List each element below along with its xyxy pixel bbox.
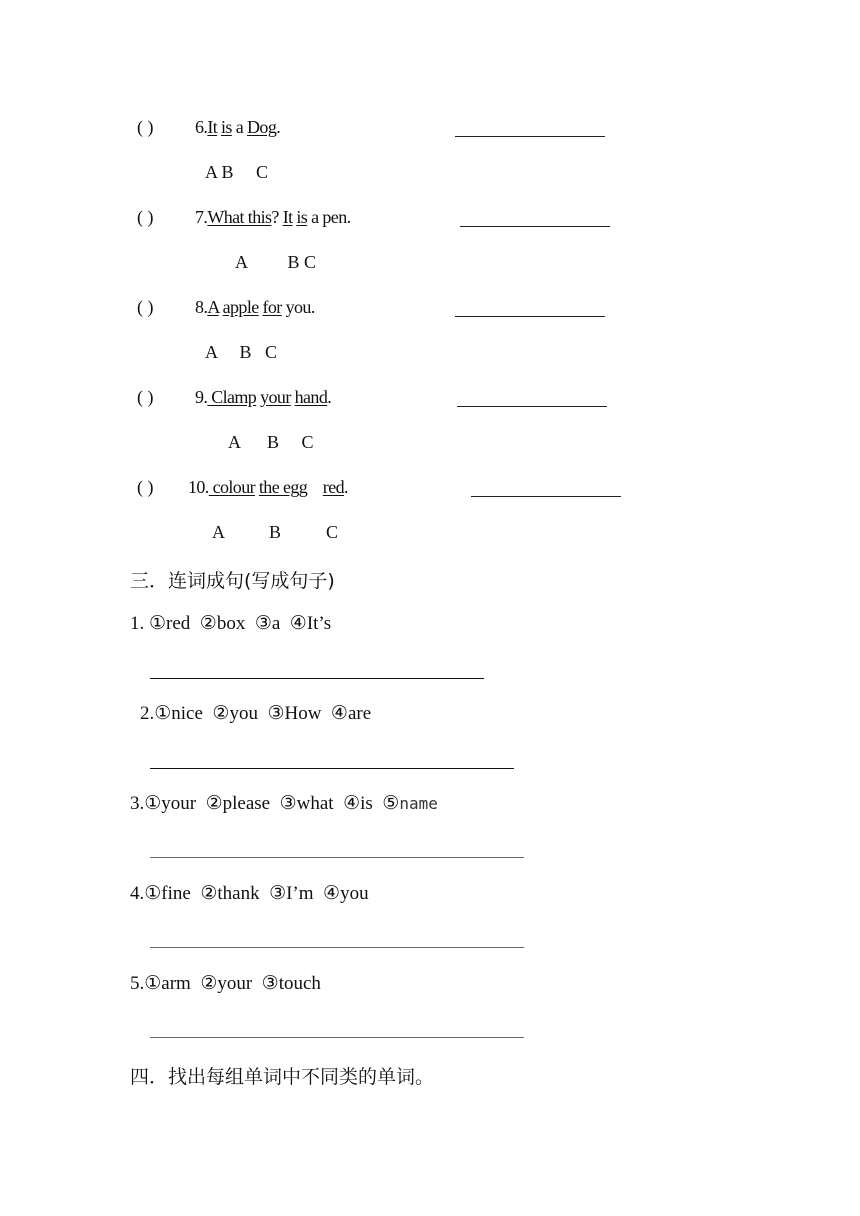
sentence-text: ? [271, 207, 283, 227]
underlined-word: What this [207, 207, 272, 227]
reorder-item-2 [140, 702, 371, 725]
option-letters: A B C [212, 522, 339, 542]
answer-blank[interactable] [455, 136, 605, 137]
sentence-text: . [343, 477, 348, 497]
question-sentence [195, 117, 280, 138]
underlined-word: is [296, 207, 308, 227]
item-words: ①fine ②thank ③I’m ④you [144, 883, 369, 904]
answer-paren: ( ) [137, 117, 154, 137]
item-words: ①arm ②your ③touch [144, 973, 321, 994]
underlined-word: red [322, 477, 344, 497]
answer-blank[interactable] [460, 226, 610, 227]
answer-line-3[interactable] [150, 857, 524, 858]
option-letters: A B C [205, 162, 269, 182]
item-word-mono: name [399, 794, 438, 813]
item-number: 2. [140, 703, 155, 724]
answer-paren: ( ) [137, 477, 154, 497]
question-sentence [195, 387, 331, 408]
item-number: 3. [130, 793, 145, 814]
item-number: 1. [130, 613, 145, 634]
reorder-item-5 [130, 972, 321, 995]
answer-line-5[interactable] [150, 1037, 524, 1038]
option-letters: A B C [235, 252, 317, 272]
item-number: 4. [130, 883, 145, 904]
sentence-text: . [276, 117, 281, 137]
underlined-word: apple [222, 297, 259, 317]
sentence-text [307, 477, 323, 497]
item-words: ①red ②box ③a ④It’s [144, 613, 332, 634]
option-letters: A B C [228, 432, 314, 452]
underlined-word: hand [294, 387, 328, 407]
underlined-word: It [207, 117, 218, 137]
answer-line-2[interactable] [150, 768, 514, 769]
question-number: 8. [195, 297, 208, 317]
underlined-word: is [221, 117, 232, 137]
answer-blank[interactable] [455, 316, 605, 317]
option-letters: A B C [205, 342, 278, 362]
answer-paren: ( ) [137, 207, 154, 227]
question-number: 9. [195, 387, 208, 407]
answer-blank[interactable] [457, 406, 607, 407]
reorder-item-3 [130, 792, 438, 815]
item-words: ①your ②please ③what ④is ⑤ [144, 793, 400, 814]
section-3-title: 三．连词成句(写成句子) [130, 570, 335, 592]
item-words: ①nice ②you ③How ④are [154, 703, 372, 724]
underlined-word: A [207, 297, 219, 317]
reorder-item-4 [130, 882, 369, 905]
section-4-title: 四．找出每组单词中不同类的单词。 [130, 1066, 435, 1088]
item-number: 5. [130, 973, 145, 994]
sentence-text: a [231, 117, 248, 137]
underlined-word: colour [208, 477, 255, 497]
question-sentence [195, 207, 351, 228]
sentence-text: . [327, 387, 332, 407]
underlined-word: the egg [258, 477, 308, 497]
answer-paren: ( ) [137, 297, 154, 317]
answer-line-1[interactable] [150, 678, 484, 679]
sentence-text: you. [281, 297, 315, 317]
underlined-word: It [282, 207, 293, 227]
answer-line-4[interactable] [150, 947, 524, 948]
reorder-item-1 [130, 612, 331, 635]
question-sentence [188, 477, 348, 498]
question-sentence [195, 297, 315, 318]
answer-blank[interactable] [471, 496, 621, 497]
question-number: 7. [195, 207, 208, 227]
answer-paren: ( ) [137, 387, 154, 407]
underlined-word: for [262, 297, 282, 317]
underlined-word: Clamp [207, 387, 257, 407]
underlined-word: your [260, 387, 291, 407]
sentence-text: a pen. [307, 207, 351, 227]
question-number: 10. [188, 477, 209, 497]
underlined-word: Dog [247, 117, 277, 137]
question-number: 6. [195, 117, 208, 137]
